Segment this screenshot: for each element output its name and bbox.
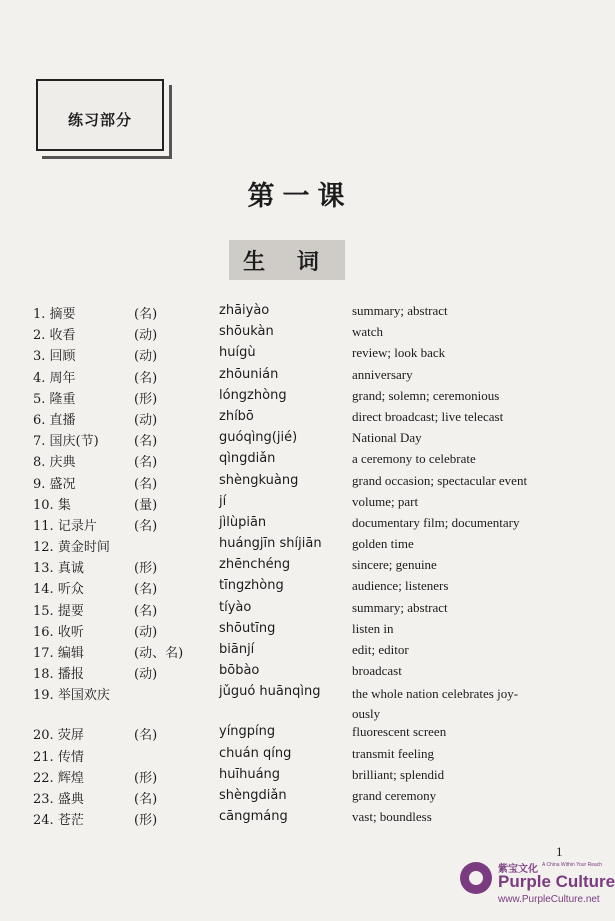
vocab-hanzi: 周年 bbox=[49, 370, 76, 386]
vocab-english: review; look back bbox=[352, 345, 446, 361]
vocab-number: 20. bbox=[33, 728, 54, 744]
vocab-part-of-speech: (名) bbox=[134, 603, 158, 619]
vocab-row bbox=[0, 557, 600, 578]
purple-culture-logo-icon bbox=[460, 862, 492, 894]
vocab-hanzi: 黄金时间 bbox=[57, 540, 110, 556]
vocab-row bbox=[0, 345, 600, 366]
vocab-row bbox=[0, 578, 600, 599]
vocab-row bbox=[0, 809, 600, 830]
vocab-pinyin: yíngpíng bbox=[219, 724, 276, 740]
vocab-word bbox=[33, 515, 97, 534]
vocab-part-of-speech: (动) bbox=[134, 328, 158, 344]
vocab-word bbox=[33, 473, 76, 492]
vocab-number: 1. bbox=[33, 307, 46, 322]
vocab-english: documentary film; documentary bbox=[352, 514, 520, 530]
vocab-row bbox=[0, 621, 600, 642]
vocab-pinyin: jí bbox=[219, 493, 227, 509]
vocab-english: direct broadcast; live telecast bbox=[352, 408, 504, 424]
vocab-row bbox=[0, 515, 600, 536]
vocab-number: 12. bbox=[33, 540, 54, 556]
vocab-hanzi: 收看 bbox=[49, 328, 76, 344]
vocab-hanzi: 苍茫 bbox=[57, 813, 84, 829]
vocab-hanzi: 庆典 bbox=[49, 455, 76, 471]
vocab-english: grand occasion; spectacular event bbox=[352, 472, 528, 488]
vocab-word bbox=[33, 724, 84, 743]
section-box bbox=[36, 79, 164, 151]
vocab-number: 24. bbox=[33, 813, 54, 829]
vocab-english: summary; abstract bbox=[352, 599, 448, 615]
vocab-number: 15. bbox=[33, 603, 54, 619]
vocab-part-of-speech: (量) bbox=[134, 497, 158, 513]
vocab-number: 4. bbox=[33, 370, 46, 386]
vocab-part-of-speech: (形) bbox=[134, 391, 158, 407]
vocab-pinyin: zhíbō bbox=[219, 408, 254, 424]
vocab-number: 11. bbox=[33, 518, 54, 534]
vocab-pinyin: zhōunián bbox=[219, 366, 279, 382]
vocab-part-of-speech: (动) bbox=[134, 667, 158, 683]
vocab-part-of-speech: (名) bbox=[134, 518, 158, 534]
vocab-english: watch bbox=[352, 324, 384, 340]
vocab-row bbox=[0, 409, 600, 430]
vocab-hanzi: 传情 bbox=[57, 749, 84, 765]
vocab-word bbox=[33, 642, 84, 661]
section-label: 练习部分 bbox=[67, 111, 132, 129]
watermark bbox=[460, 858, 615, 916]
vocab-row bbox=[0, 788, 600, 809]
vocab-hanzi: 举国欢庆 bbox=[57, 688, 110, 704]
vocab-pinyin: qìngdiǎn bbox=[219, 451, 276, 467]
vocab-part-of-speech: (名) bbox=[134, 370, 158, 386]
vocab-word bbox=[33, 809, 84, 828]
vocab-hanzi: 摘要 bbox=[49, 307, 76, 322]
vocab-hanzi: 盛况 bbox=[49, 476, 76, 492]
vocab-number: 18. bbox=[33, 667, 54, 683]
vocab-hanzi: 直播 bbox=[49, 412, 76, 428]
vocab-row bbox=[0, 303, 600, 324]
vocab-part-of-speech: (形) bbox=[134, 813, 158, 829]
vocab-english: National Day bbox=[352, 430, 422, 446]
vocab-number: 9. bbox=[33, 476, 46, 492]
vocab-pinyin: shōukàn bbox=[219, 324, 274, 340]
vocab-number: 13. bbox=[33, 561, 54, 577]
vocab-word bbox=[33, 345, 76, 364]
vocab-row bbox=[0, 494, 600, 515]
vocab-english: summary; abstract bbox=[352, 303, 448, 318]
vocab-hanzi: 编辑 bbox=[57, 646, 84, 661]
vocab-pinyin: huángjīn shíjiān bbox=[219, 536, 322, 552]
vocab-word bbox=[33, 451, 76, 470]
vocab-number: 23. bbox=[33, 791, 54, 807]
vocab-pinyin: lóngzhòng bbox=[219, 387, 287, 403]
vocab-pinyin: tíyào bbox=[219, 599, 252, 615]
vocab-word bbox=[33, 430, 99, 449]
vocab-number: 3. bbox=[33, 349, 46, 365]
vocab-word bbox=[33, 494, 71, 513]
vocab-heading: 生 词 bbox=[243, 248, 331, 275]
vocab-part-of-speech: (名) bbox=[134, 455, 158, 471]
vocab-part-of-speech: (名) bbox=[134, 476, 158, 492]
vocab-part-of-speech: (名) bbox=[134, 582, 158, 598]
vocab-word bbox=[33, 746, 84, 765]
vocab-pinyin: shōutīng bbox=[219, 620, 276, 636]
vocab-english: transmit feeling bbox=[352, 745, 434, 761]
vocab-number: 2. bbox=[33, 328, 46, 344]
vocab-english: edit; editor bbox=[352, 642, 409, 657]
vocab-english: sincere; genuine bbox=[352, 557, 437, 573]
vocab-word bbox=[33, 578, 84, 597]
vocab-row bbox=[0, 684, 600, 724]
vocab-heading-box bbox=[229, 240, 345, 280]
vocab-english: vast; boundless bbox=[352, 809, 432, 825]
vocab-row bbox=[0, 663, 600, 684]
vocab-english: grand; solemn; ceremonious bbox=[352, 387, 500, 403]
watermark-chinese: 紫宝文化 bbox=[498, 864, 538, 875]
vocab-pinyin: zhēnchéng bbox=[219, 557, 291, 573]
vocab-row bbox=[0, 642, 600, 663]
vocab-hanzi: 盛典 bbox=[57, 791, 84, 807]
vocab-hanzi: 国庆(节) bbox=[49, 434, 99, 450]
vocab-word bbox=[33, 663, 84, 682]
vocab-word bbox=[33, 684, 110, 703]
vocab-word bbox=[33, 600, 84, 619]
vocab-pinyin: zhāiyào bbox=[219, 303, 270, 318]
vocab-word bbox=[33, 388, 76, 407]
vocab-english: audience; listeners bbox=[352, 578, 449, 594]
vocabulary-list bbox=[0, 303, 600, 830]
vocab-english: fluorescent screen bbox=[352, 724, 447, 740]
vocab-pinyin: bōbào bbox=[219, 663, 260, 679]
vocab-row bbox=[0, 324, 600, 345]
vocab-word bbox=[33, 536, 110, 555]
vocab-part-of-speech: (名) bbox=[134, 434, 158, 450]
vocab-english: grand ceremony bbox=[352, 787, 437, 803]
vocab-part-of-speech: (名) bbox=[134, 791, 158, 807]
vocab-pinyin: chuán qíng bbox=[219, 745, 292, 761]
vocab-pinyin: jìlùpiān bbox=[219, 514, 267, 530]
vocab-part-of-speech: (动) bbox=[134, 349, 158, 365]
vocab-row bbox=[0, 746, 600, 767]
vocab-word bbox=[33, 557, 84, 576]
vocab-pinyin: biānjí bbox=[219, 642, 255, 657]
vocab-row bbox=[0, 600, 600, 621]
vocab-pinyin: huīhuáng bbox=[219, 766, 281, 782]
watermark-tagline: A China Within Your Reach bbox=[542, 862, 603, 868]
vocab-word bbox=[33, 621, 84, 640]
vocab-row bbox=[0, 767, 600, 788]
vocab-part-of-speech: (动) bbox=[134, 624, 158, 640]
vocab-row bbox=[0, 430, 600, 451]
vocab-english: brilliant; splendid bbox=[352, 766, 445, 782]
vocab-hanzi: 真诚 bbox=[57, 561, 84, 577]
page-number: 1 bbox=[556, 844, 563, 859]
vocab-word bbox=[33, 409, 76, 428]
vocab-number: 10. bbox=[33, 497, 54, 513]
vocab-pinyin: shèngdiǎn bbox=[219, 787, 287, 803]
vocab-hanzi: 记录片 bbox=[57, 518, 97, 534]
vocab-hanzi: 荧屏 bbox=[57, 728, 84, 744]
vocab-hanzi: 播报 bbox=[57, 667, 84, 683]
vocab-number: 8. bbox=[33, 455, 46, 471]
watermark-url: www.PurpleCulture.net bbox=[498, 894, 600, 905]
vocab-number: 6. bbox=[33, 412, 46, 428]
vocab-english: broadcast bbox=[352, 663, 402, 679]
vocab-row bbox=[0, 388, 600, 409]
lesson-title: 第一课 bbox=[247, 181, 353, 212]
vocab-pinyin: jǔguó huānqìng bbox=[219, 684, 321, 700]
vocab-hanzi: 听众 bbox=[57, 582, 84, 598]
vocab-part-of-speech: (形) bbox=[134, 561, 158, 577]
vocab-word bbox=[33, 788, 84, 807]
vocab-word bbox=[33, 767, 84, 786]
vocab-row bbox=[0, 451, 600, 472]
vocab-number: 5. bbox=[33, 391, 46, 407]
vocab-number: 19. bbox=[33, 688, 54, 704]
vocab-row bbox=[0, 724, 600, 745]
vocab-english: listen in bbox=[352, 620, 394, 636]
vocab-row bbox=[0, 367, 600, 388]
vocab-part-of-speech: (动) bbox=[134, 412, 158, 428]
vocab-pinyin: cāngmáng bbox=[219, 809, 288, 825]
vocab-hanzi: 辉煌 bbox=[57, 770, 84, 786]
vocab-hanzi: 收听 bbox=[57, 624, 84, 640]
vocab-number: 21. bbox=[33, 749, 54, 765]
vocab-english: anniversary bbox=[352, 366, 413, 382]
vocab-hanzi: 提要 bbox=[57, 603, 84, 619]
vocab-word bbox=[33, 367, 76, 386]
vocab-hanzi: 集 bbox=[57, 497, 71, 513]
vocab-row bbox=[0, 536, 600, 557]
vocab-pinyin: guóqìng(jié) bbox=[219, 430, 298, 446]
vocab-row bbox=[0, 473, 600, 494]
vocab-pinyin: shèngkuàng bbox=[219, 472, 299, 488]
vocab-word bbox=[33, 303, 76, 322]
vocab-number: 22. bbox=[33, 770, 54, 786]
vocab-number: 7. bbox=[33, 434, 46, 450]
vocab-part-of-speech: (动、名) bbox=[134, 646, 184, 661]
vocab-pinyin: huígù bbox=[219, 345, 256, 361]
vocab-part-of-speech: (形) bbox=[134, 770, 158, 786]
vocab-part-of-speech: (名) bbox=[134, 307, 158, 322]
vocab-number: 17. bbox=[33, 646, 54, 661]
vocab-english: golden time bbox=[352, 536, 414, 552]
vocab-english: volume; part bbox=[352, 493, 419, 509]
vocab-english: a ceremony to celebrate bbox=[352, 451, 476, 467]
watermark-brand: Purple Culture bbox=[498, 872, 615, 891]
vocab-english: the whole nation celebrates joy-ously bbox=[352, 686, 519, 722]
vocab-part-of-speech: (名) bbox=[134, 728, 158, 744]
vocab-number: 16. bbox=[33, 624, 54, 640]
vocab-number: 14. bbox=[33, 582, 54, 598]
vocab-pinyin: tīngzhòng bbox=[219, 578, 284, 594]
vocab-hanzi: 回顾 bbox=[49, 349, 76, 365]
vocab-word bbox=[33, 324, 76, 343]
vocab-hanzi: 隆重 bbox=[49, 391, 76, 407]
